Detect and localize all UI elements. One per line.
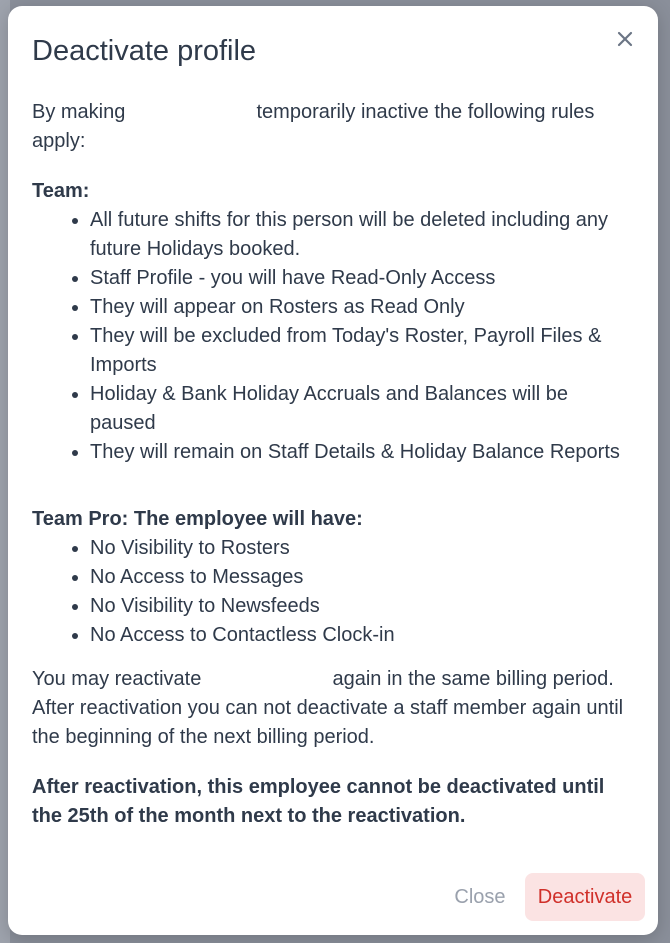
list-item: • They will appear on Rosters as Read Only	[90, 293, 632, 322]
reactivate-suffix: again in the same billing period. After reactivation you can not deactivate a staff member again until the beginning of the next billing period.	[32, 668, 624, 748]
list-item: • No Visibility to Newsfeeds	[90, 592, 632, 621]
intro-text	[32, 98, 632, 156]
redacted-name	[207, 684, 327, 685]
close-dialog-button[interactable]	[610, 24, 640, 54]
team-rules-list	[32, 206, 632, 467]
deactivate-button[interactable]: Deactivate	[525, 873, 645, 921]
close-button[interactable]: Close	[444, 873, 516, 921]
list-item: • No Visibility to Rosters	[90, 534, 632, 563]
list-item: • Staff Profile - you will have Read-Only Access	[90, 264, 632, 293]
deactivate-profile-dialog	[8, 6, 658, 935]
reactivate-text	[32, 665, 632, 752]
reactivate-prefix: You may reactivate	[32, 668, 202, 690]
team-heading: Team:	[32, 180, 90, 202]
list-item: • No Access to Contactless Clock-in	[90, 621, 632, 650]
dialog-title: Deactivate profile	[32, 35, 257, 67]
intro-suffix: temporarily inactive the following rules apply:	[32, 101, 595, 152]
list-item: • No Access to Messages	[90, 563, 632, 592]
list-item: • They will remain on Staff Details & Holiday Balance Reports	[90, 438, 632, 467]
team-pro-heading: Team Pro: The employee will have:	[32, 508, 363, 530]
close-icon	[610, 24, 640, 54]
intro-prefix: By making	[32, 101, 126, 123]
team-pro-rules-list	[32, 534, 632, 650]
dialog-body	[32, 98, 632, 831]
reactivation-warning: After reactivation, this employee cannot be deactivated until the 25th of the month next to the reactivation.	[32, 776, 605, 827]
redacted-name	[131, 117, 251, 118]
list-item: • All future shifts for this person will be deleted including any future Holidays booked.	[90, 206, 632, 264]
list-item: • Holiday & Bank Holiday Accruals and Balances will be paused	[90, 380, 632, 438]
list-item: • They will be excluded from Today's Roster, Payroll Files & Imports	[90, 322, 632, 380]
